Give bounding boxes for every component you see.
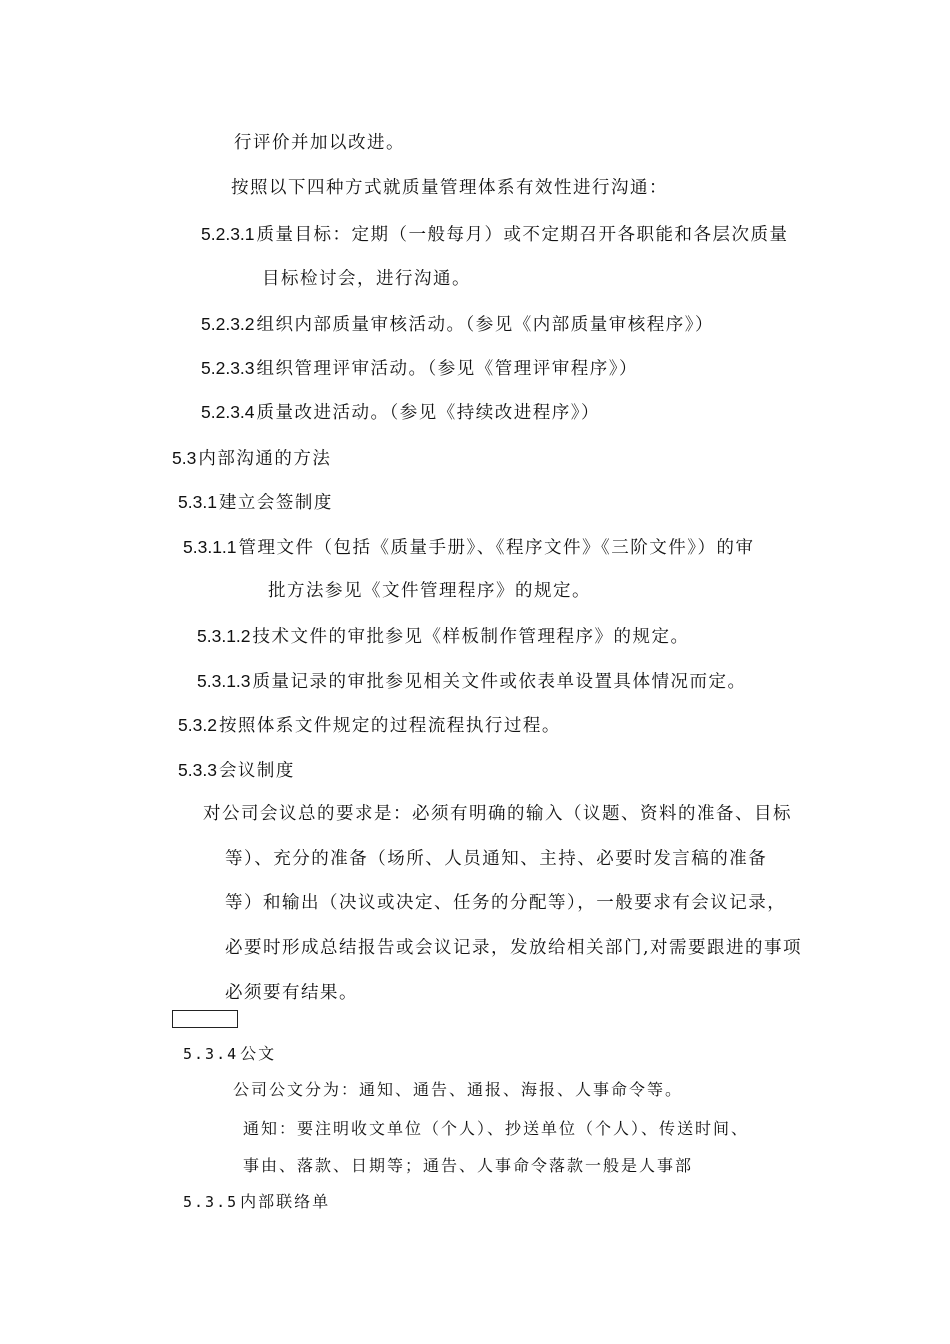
section-5-3-1-heading [178,490,333,515]
meeting-requirements-line-4 [225,936,802,960]
clause-text: 管理文件（包括《质量手册》、《程序文件》《三阶文件》）的审 [238,538,755,558]
meeting-requirements-line-5 [225,981,358,1005]
line-text: 按照以下四种方式就质量管理体系有效性进行沟通： [231,178,668,198]
clause-5-2-3-4 [201,400,600,425]
section-title: 会议制度 [218,761,295,781]
line-text: 通知：要注明收文单位（个人）、抄送单位（个人）、传送时间、 [243,1119,750,1138]
section-5-3-heading [172,446,331,471]
clause-5-2-3-3 [201,356,638,381]
clause-5-3-1-1-continuation [268,579,591,603]
line-text: 对公司会议总的要求是：必须有明确的输入（议题、资料的准备、目标 [203,804,792,824]
notice-requirements-line-2 [243,1154,693,1178]
line-text: 必要时形成总结报告或会议记录，发放给相关部门,对需要跟进的事项 [225,938,803,958]
section-title: 按照体系文件规定的过程流程执行过程。 [218,716,561,736]
line-text: 事由、落款、日期等；通告、人事命令落款一般是人事部 [243,1156,694,1175]
clause-number: 5.3.1.3 [197,671,251,691]
line-text: 必须要有结果。 [225,983,358,1003]
meeting-requirements-line-1 [203,802,792,826]
section-title: 建立会签制度 [218,493,333,513]
clause-text: 质量记录的审批参见相关文件或依表单设置具体情况而定。 [252,672,747,692]
section-number: 5.3.1 [178,492,217,512]
line-text: 目标检讨会，进行沟通。 [262,269,471,289]
empty-text-box [172,1010,238,1028]
section-title: 内部联络单 [240,1192,331,1211]
paragraph-continuation [234,131,405,155]
line-text: 公司公文分为：通知、通告、通报、海报、人事命令等。 [233,1080,684,1099]
clause-number: 5.3.1.1 [183,537,237,557]
clause-5-2-3-1 [201,222,789,247]
document-types-line [233,1078,683,1102]
clause-5-2-3-1-continuation [262,267,471,291]
section-number: 5.3 [172,448,197,468]
clause-5-2-3-2 [201,312,714,337]
clause-5-3-1-2 [197,624,690,649]
line-text: 批方法参见《文件管理程序》的规定。 [268,581,591,601]
section-5-3-2 [178,713,561,738]
clause-number: 5.3.1.2 [197,626,251,646]
clause-5-3-1-1 [183,535,755,560]
section-title: 内部沟通的方法 [198,449,332,469]
clause-text: 组织管理评审活动。（参见《管理评审程序》） [256,359,639,379]
line-text: 行评价并加以改进。 [234,133,405,153]
clause-number: 5.2.3.1 [201,224,255,244]
section-5-3-5-heading [183,1190,330,1214]
clause-text: 技术文件的审批参见《样板制作管理程序》的规定。 [252,627,690,647]
section-number: 5.3.3 [178,760,217,780]
clause-text: 组织内部质量审核活动。（参见《内部质量审核程序》） [256,315,715,335]
clause-number: 5.2.3.3 [201,358,255,378]
section-5-3-3-heading [178,758,295,783]
clause-number: 5.2.3.4 [201,402,255,422]
notice-requirements-line-1 [243,1117,749,1141]
line-text: 等）、充分的准备（场所、人员通知、主持、必要时发言稿的准备 [225,849,768,869]
section-number: 5.3.4 [183,1045,239,1063]
paragraph-intro [231,176,668,200]
section-number: 5.3.2 [178,715,217,735]
meeting-requirements-line-3 [225,891,786,915]
clause-text: 质量目标：定期（一般每月）或不定期召开各职能和各层次质量 [256,225,789,245]
section-5-3-4-heading [183,1042,276,1066]
clause-5-3-1-3 [197,669,747,694]
section-title: 公文 [240,1044,277,1063]
meeting-requirements-line-2 [225,847,767,871]
line-text: 等）和输出（决议或决定、任务的分配等），一般要求有会议记录， [225,893,787,913]
clause-number: 5.2.3.2 [201,314,255,334]
clause-text: 质量改进活动。（参见《持续改进程序》） [256,403,601,423]
section-number: 5.3.5 [183,1193,239,1211]
